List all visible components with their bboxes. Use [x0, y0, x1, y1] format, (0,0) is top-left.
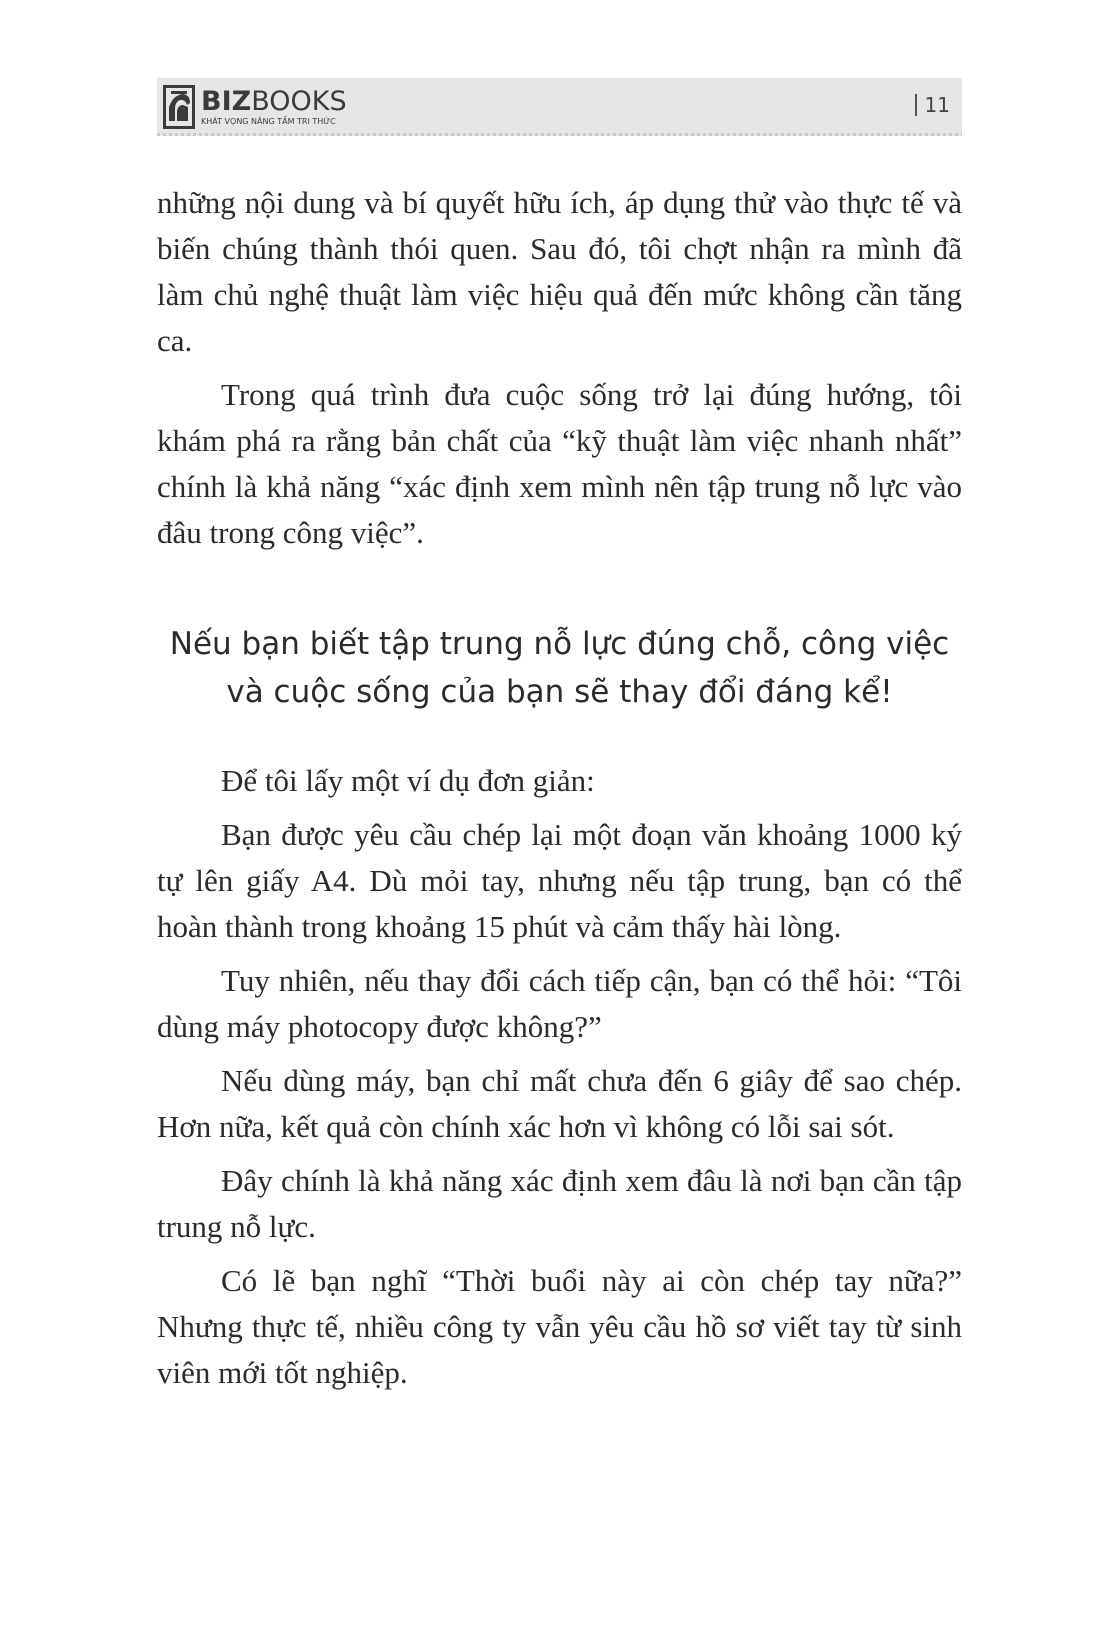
publisher-logo — [163, 84, 347, 130]
brand-tagline: KHÁT VỌNG NÂNG TẦM TRI THỨC — [201, 116, 336, 126]
page-header — [157, 78, 962, 136]
brand-name: BIZBOOKS — [201, 85, 347, 117]
paragraph-7: Đây chính là khả năng xác định xem đâu là nơi bạn cần tập trung nỗ lực. — [157, 1163, 962, 1244]
paragraph-2: Trong quá trình đưa cuộc sống trở lại đúng hướng, tôi khám phá ra rằng bản chất của “kỹ thuật làm việc nhanh nhất” chính là khả năng “xác định xem mình nên tập trung nỗ lực vào đâu trong công việc”. — [157, 377, 962, 550]
page-number — [915, 92, 950, 118]
bizbooks-logo-icon — [163, 85, 195, 129]
page-body — [157, 180, 962, 1404]
heading-line-2: và cuộc sống của bạn sẽ thay đổi đáng kể! — [226, 674, 893, 710]
paragraph-3: Để tôi lấy một ví dụ đơn giản: — [221, 763, 595, 798]
paragraph-8: Có lẽ bạn nghĩ “Thời buổi này ai còn chép tay nữa?” Nhưng thực tế, nhiều công ty vẫn yêu cầu hồ sơ viết tay từ sinh viên mới tốt nghiệp. — [157, 1263, 962, 1390]
section-heading — [157, 620, 962, 716]
paragraph-1: những nội dung và bí quyết hữu ích, áp dụng thử vào thực tế và biến chúng thành thói quen. Sau đó, tôi chợt nhận ra mình đã làm chủ nghệ thuật làm việc hiệu quả đến mức không cần tăng ca. — [157, 185, 962, 358]
paragraph-6: Nếu dùng máy, bạn chỉ mất chưa đến 6 giây để sao chép. Hơn nữa, kết quả còn chính xác hơn vì không có lỗi sai sót. — [157, 1063, 962, 1144]
page-number-divider — [915, 94, 917, 116]
paragraph-4: Bạn được yêu cầu chép lại một đoạn văn khoảng 1000 ký tự lên giấy A4. Dù mỏi tay, nhưng nếu tập trung, bạn có thể hoàn thành trong khoảng 15 phút và cảm thấy hài lòng. — [157, 817, 962, 944]
page-number-value: 11 — [924, 93, 950, 117]
heading-line-1: Nếu bạn biết tập trung nỗ lực đúng chỗ, công việc — [169, 626, 950, 662]
paragraph-5: Tuy nhiên, nếu thay đổi cách tiếp cận, bạn có thể hỏi: “Tôi dùng máy photocopy được không?” — [157, 963, 962, 1044]
